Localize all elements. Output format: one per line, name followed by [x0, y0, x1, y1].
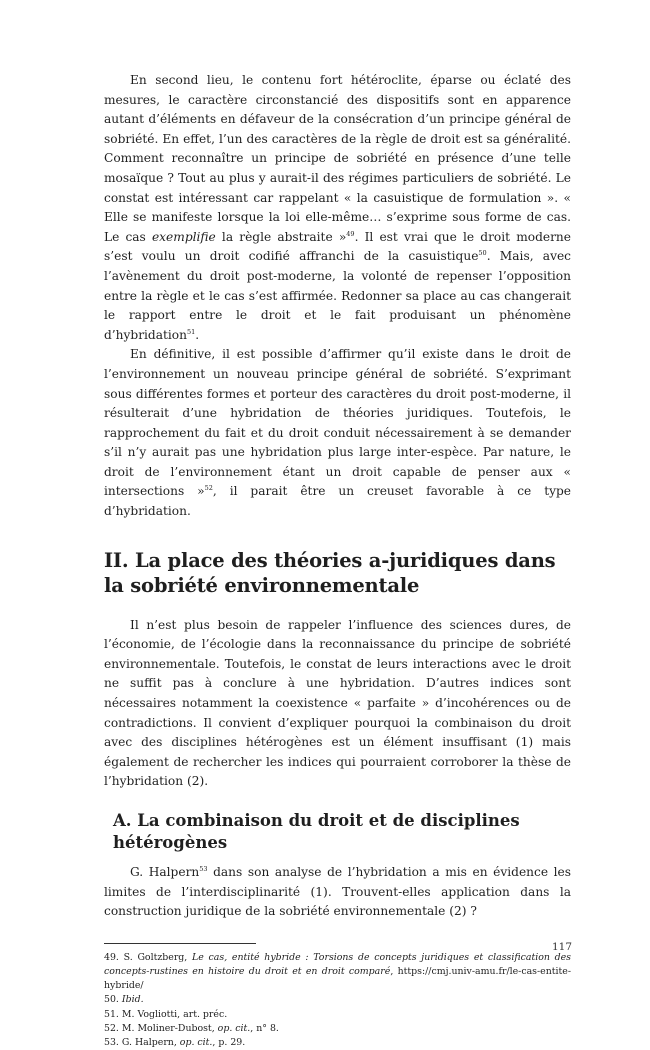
footnote-51: 51. M. Vogliotti, art. préc. [104, 1008, 228, 1020]
footnote-ref-51[interactable]: 51 [187, 327, 196, 336]
footnote-link[interactable]: , https://cmj.univ-amu.fr/le-cas-entite-hybride/ [104, 965, 571, 992]
footnote-50: 50. Ibid. [104, 994, 144, 1006]
footnote-53: 53. G. Halpern, op. cit., p. 29. [104, 1037, 246, 1048]
footnote-separator [104, 943, 256, 944]
footnote-ref-50[interactable]: 50 [478, 249, 487, 258]
footnote-ref-53[interactable]: 53 [199, 865, 208, 873]
paragraph-4: G. Halpern$^{53}$ dans son analyse de l’hybridation a mis en évidence les limites de l’interdisciplinarité (1). Trouvent-elles application dans la construction juridique de la sobriété environnementale (2) ? [104, 865, 571, 919]
section-heading: II. La place des théories a-juridiques dans la sobriété environnementale [104, 548, 556, 597]
footnote-ref-49[interactable]: 49 [346, 229, 355, 238]
page-number: 117 [552, 941, 573, 953]
paragraph-1: En second lieu, le contenu fort hétéroclite, éparse ou éclaté des mesures, le caractère circonstancié des dispositifs sont en apparence autant d’éléments en défaveur de la consécration d’un principe général de sobriété. En effet, l’un des caractères de la règle de droit est sa généralité. Comment reconnaître un principe de sobriété en présence d’une telle mosaïque ? Tout au plus y aurait-il des régimes particuliers de sobriété. Le constat est intéressant car rappelant « la casuistique de formulation ». « Elle se manifeste lorsque la loi elle-même… s’exprime sous forme de cas. Le cas exemplifie la règle abstraite »$^{49}$. Il est vrai que le droit moderne s’est voulu un droit codifié affranchi de la casuistique$^{50}$. Mais, avec l’avènement du droit post-moderne, la volonté de repenser l’opposition entre la règle et le cas s’est affirmée. Redonner sa place au cas changerait le rapport entre le droit et le fait produisant un phénomène d’hybridation$^{51}$. [104, 73, 571, 342]
paragraph-3: Il n’est plus besoin de rappeler l’influence des sciences dures, de l’économie, de l’écologie dans la reconnaissance du principe de sobriété environnementale. Toutefois, le constat de leurs interactions avec le droit ne suffit pas à conclure à une hybridation. D’autres indices sont nécessaires notamment la coexistence « parfaite » d’incohérences ou de contradictions. Il convient d’expliquer pourquoi la combinaison du droit avec des disciplines hétérogènes est un élément insuffisant (1) mais également de rechercher les indices qui pourraient corroborer la thèse de l’hybridation (2). [104, 617, 571, 789]
paragraph-2: En définitive, il est possible d’affirmer qu’il existe dans le droit de l’environnement un nouveau principe général de sobriété. S’exprimant sous différentes formes et porteur des caractères du droit post-moderne, il résulterait d’une hybridation de théories juridiques. Toutefois, le rapprochement du fait et du droit conduit nécessairement à se demander s’il n’y aurait pas une hybridation plus large inter-espèce. Par nature, le droit de l’environnement étant un droit capable de penser aux « intersections »$^{52}$, il parait être un creuset favorable à ce type d’hybridation. [104, 347, 571, 519]
footnote-ref-52[interactable]: 52 [204, 484, 213, 493]
footnote-52: 52. M. Moliner-Dubost, op. cit., n° 8. [104, 1022, 279, 1034]
page-body [104, 71, 571, 1050]
subsection-heading: A. La combinaison du droit et de disciplines hétérogènes [113, 811, 520, 852]
footnote-49: 49. S. Goltzberg, Le cas, entité hybride : Torsions de concepts juridiques et classification des concepts-rustines en histoire du droit et en droit comparé, https://cmj.univ-amu.fr/le-cas-entite-hybride/ [104, 951, 571, 992]
